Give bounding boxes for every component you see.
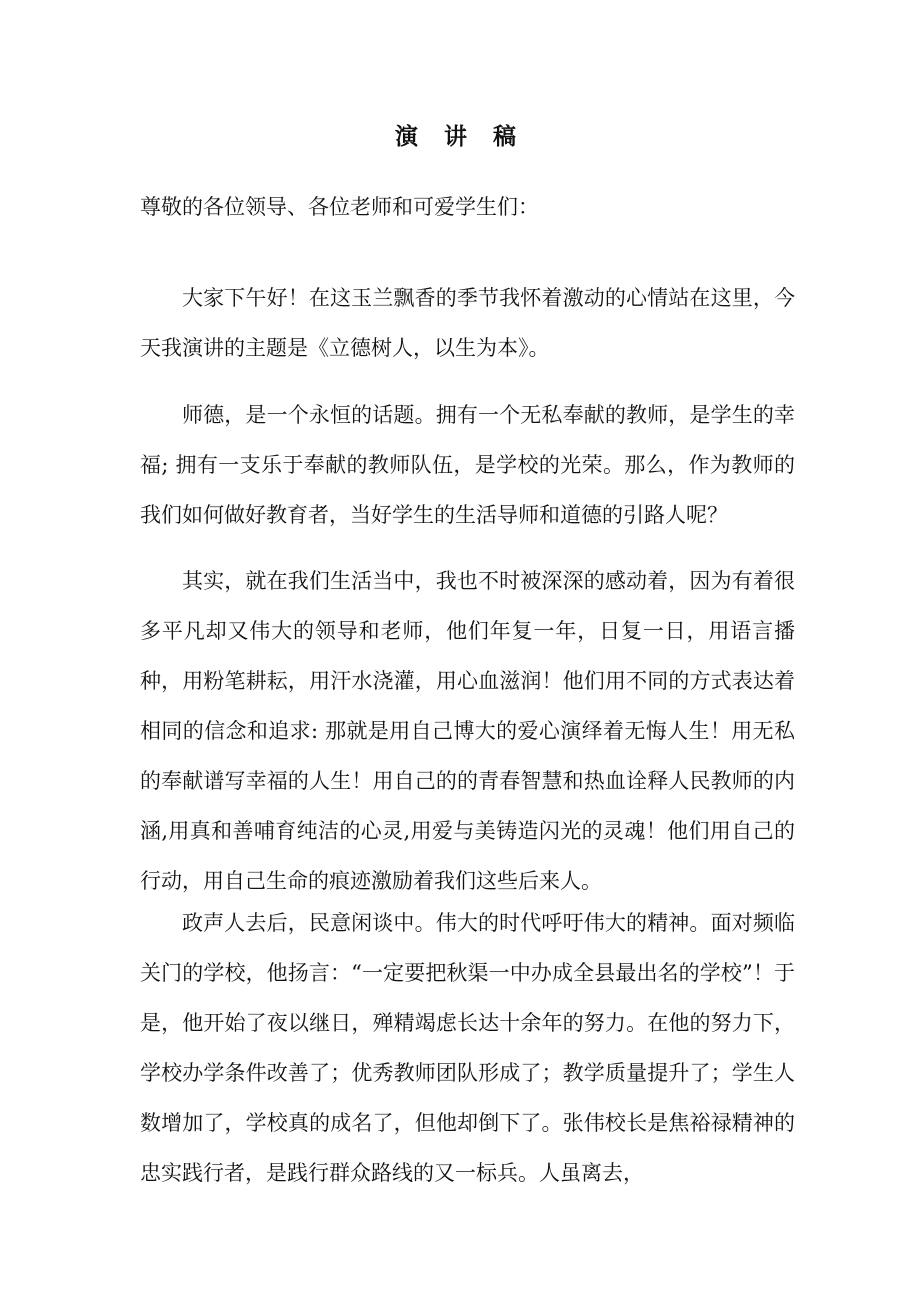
document-title: 演 讲 稿 bbox=[394, 123, 525, 150]
paragraph-teacher-ethics: 师德，是一个永恒的话题。拥有一个无私奉献的教师，是学生的幸福; 拥有一支乐于奉献的教师队伍，是学校的光荣。那么，作为教师的我们如何做好教育者，当好学生的生活导师和道德的引路人呢？ bbox=[140, 403, 795, 527]
paragraph-opening: 大家下午好！在这玉兰飘香的季节我怀着激动的心情站在这里，今天我演讲的主题是《立德树人，以生为本》。 bbox=[140, 286, 795, 360]
paragraph-principal-story: 政声人去后，民意闲谈中。伟大的时代呼吁伟大的精神。面对频临关门的学校，他扬言：“一定要把秋渠一中办成全县最出名的学校”！于是，他开始了夜以继日，殚精竭虑长达十余年的努力。在他的努力下，学校办学条件改善了；优秀教师团队形成了；教学质量提升了；学生人数增加了，学校真的成名了，但他却倒下了。张伟校长是焦裕禄精神的忠实践行者，是践行群众路线的又一标兵。人虽离去， bbox=[140, 911, 795, 1185]
greeting-line: 尊敬的各位领导、各位老师和可爱学生们： bbox=[140, 195, 539, 219]
paragraph-touching-stories: 其实，就在我们生活当中，我也不时被深深的感动着，因为有着很多平凡却又伟大的领导和老师，他们年复一年，日复一日，用语言播种，用粉笔耕耘，用汗水浇灌，用心血滋润！他们用不同的方式表达着相同的信念和追求: 那就是用自己博大的爱心演绎着无悔人生！用无私的奉献谱写幸福的人生！用自己的的青春智慧和热血诠释人民教师的内涵,用真和善哺育纯洁的心灵,用爱与美铸造闪光的灵魂！他们用自己的行动，用自己生命的痕迹激励着我们这些后来人。 bbox=[140, 569, 795, 893]
